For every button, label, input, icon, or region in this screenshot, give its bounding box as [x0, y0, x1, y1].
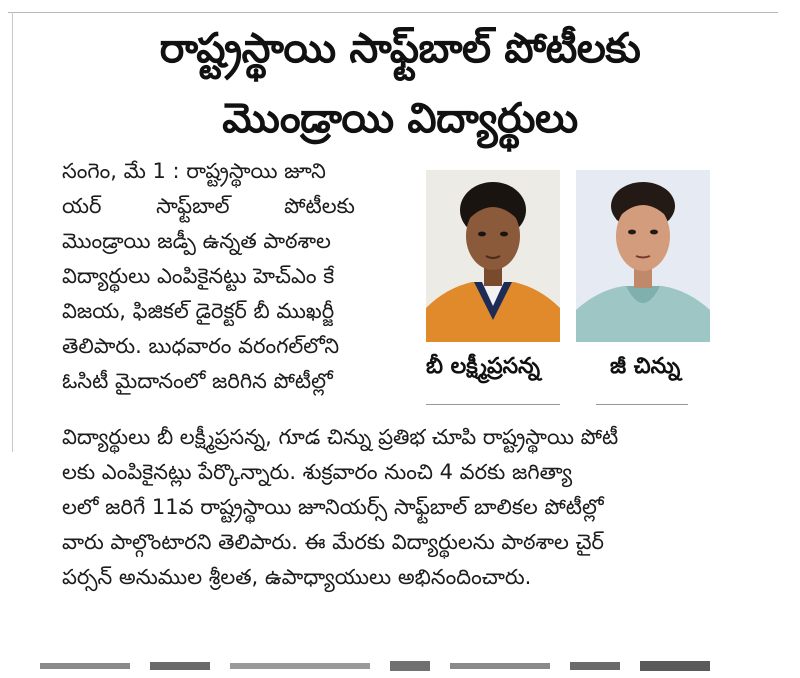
- student-photo-1: [426, 170, 560, 342]
- body-line: వారు పాల్గొంటారని తెలిపారు. ఈ మేరకు విద్యార్థులను పాఠశాల చైర్: [62, 530, 605, 554]
- portrait-illustration: [576, 170, 710, 342]
- body-line: మొండ్రాయి జడ్పీ ఉన్నత పాఠశాల: [62, 229, 331, 253]
- body-line: తెలిపారు. బుధవారం వరంగల్‌లోని: [62, 334, 340, 358]
- next-article-cutoff: [40, 658, 720, 672]
- student-photo-2: [576, 170, 710, 342]
- left-border-rule: [12, 12, 13, 452]
- caption-underline-1: [426, 404, 560, 405]
- article-body-narrow: [62, 154, 412, 399]
- photo-caption-1: బీ లక్ష్మీప్రసన్న: [426, 354, 541, 379]
- headline-line-1: రాష్ట్రస్థాయి సాఫ్ట్‌బాల్ పోటీలకు: [159, 24, 641, 72]
- article-body-full: [62, 420, 717, 595]
- photo-caption-2: జీ చిన్ను: [610, 354, 681, 379]
- body-line: పర్సన్ అనుముల శ్రీలత, ఉపాధ్యాయులు అభినందించారు.: [62, 565, 532, 589]
- body-line: విజయ, ఫిజికల్ డైరెక్టర్ బీ ముఖర్జీ: [62, 299, 335, 323]
- body-line: లకు ఎంపికైనట్లు పేర్కొన్నారు. శుక్రవారం నుంచి 4 వరకు జగిత్యా: [62, 460, 573, 484]
- headline-line-2: మొండ్రాయి విద్యార్థులు: [222, 94, 578, 142]
- body-line: లలో జరిగే 11వ రాష్ట్రస్థాయి జూనియర్స్ సాఫ్ట్‌బాల్ బాలికల పోటీల్లో: [62, 495, 604, 519]
- caption-underline-2: [596, 404, 688, 405]
- body-line: విద్యార్థులు బీ లక్ష్మీప్రసన్న, గూడ చిన్ను ప్రతిభ చూపి రాష్ట్రస్థాయి పోటీ: [62, 425, 619, 449]
- body-line: సంగెం, మే 1 : రాష్ట్రస్థాయి జూని: [62, 159, 326, 183]
- body-line: విద్యార్థులు ఎంపికైనట్టు హెచ్‌ఎం కే: [62, 264, 335, 288]
- top-border-rule: [8, 12, 778, 13]
- body-line: యర్ సాఫ్ట్‌బాల్ పోటీలకు: [62, 194, 355, 218]
- body-line: ఓసిటీ మైదానంలో జరిగిన పోటీల్లో: [62, 369, 333, 393]
- portrait-illustration: [426, 170, 560, 342]
- cropped-text-strip: [40, 659, 720, 672]
